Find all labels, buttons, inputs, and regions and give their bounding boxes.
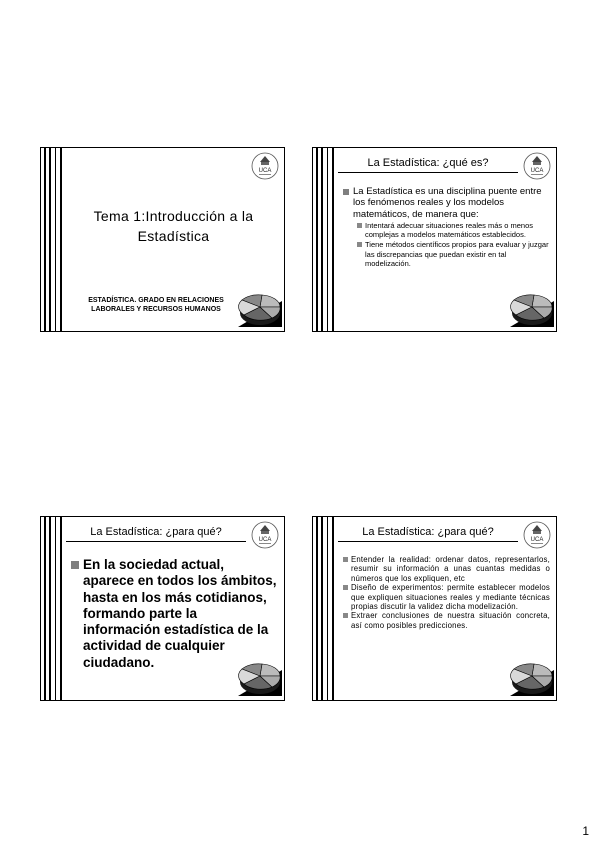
uca-logo-icon — [250, 520, 280, 550]
pie-chart-decoration-icon — [504, 287, 554, 329]
slide-content — [343, 555, 550, 630]
bullet-marker-icon — [343, 613, 348, 618]
logo-text: UCA — [258, 537, 272, 543]
sub-bullet-text: Tiene métodos científicos propios para evaluar y juzgar las discrepancias que puedan existir en tal modelización. — [365, 240, 549, 268]
slide-subtitle: ESTADÍSTICA. GRADO EN RELACIONES LABORALES Y RECURSOS HUMANOS — [88, 297, 224, 313]
pie-chart-decoration-icon — [232, 656, 282, 698]
bullet-marker-icon — [343, 189, 349, 195]
bullet-text: Entender la realidad: ordenar datos, representarlos, resumir su información a unas cuantas medidas o números que los expliquen, etc — [351, 555, 550, 583]
slide-title: La Estadística: ¿qué es? — [338, 154, 518, 173]
bullet-text: Extraer conclusiones de nuestra situación concreta, así como posibles predicciones. — [351, 611, 550, 630]
page-number: 1 — [582, 824, 589, 838]
uca-logo-icon — [250, 151, 280, 181]
bullet-marker-icon — [357, 242, 362, 247]
slide-4 — [312, 516, 557, 701]
bullet-text: Diseño de experimentos: permite establecer modelos que expliquen situaciones reales y mediante técnicas propias discutir la validez dicha modelización. — [351, 583, 550, 612]
bullet — [343, 611, 550, 630]
bullet-text: La Estadística es una disciplina puente entre los fenómenos reales y los modelos matemáticos, de manera que: — [353, 186, 542, 220]
slide-content — [343, 186, 550, 268]
slide-stripes — [44, 517, 66, 700]
bullet — [343, 555, 550, 583]
sub-bullet — [357, 240, 550, 268]
bullet-marker-icon — [357, 223, 362, 228]
bullet-marker-icon — [343, 585, 348, 590]
bullet-marker-icon — [71, 561, 79, 569]
slide-stripes — [316, 517, 338, 700]
logo-text: UCA — [530, 537, 544, 543]
slide-content — [71, 557, 278, 671]
slide-2 — [312, 147, 557, 332]
bullet-text: En la sociedad actual, aparece en todos los ámbitos, hasta en los más cotidianos, formando parte la información estadística de la actividad de cualquier ciudadano. — [83, 557, 277, 670]
bullet — [71, 557, 278, 671]
sub-bullet-text: Intentará adecuar situaciones reales más o menos complejas a modelos matemáticos establecidos. — [365, 220, 534, 240]
slide-title: La Estadística: ¿para qué? — [338, 523, 518, 542]
slide-1 — [40, 147, 285, 332]
slide-title: Tema 1:Introducción a la Estadística — [93, 208, 254, 244]
bullet — [343, 186, 550, 220]
slide-title: La Estadística: ¿para qué? — [66, 523, 246, 542]
uca-logo-icon — [522, 151, 552, 181]
pie-chart-decoration-icon — [504, 656, 554, 698]
sub-bullet — [357, 221, 550, 239]
bullet — [343, 583, 550, 611]
uca-logo-icon — [522, 520, 552, 550]
slide-3 — [40, 516, 285, 701]
logo-text: UCA — [258, 168, 272, 174]
bullet-marker-icon — [343, 557, 348, 562]
pie-chart-decoration-icon — [232, 287, 282, 329]
slide-stripes — [316, 148, 338, 331]
slide-stripes — [44, 148, 66, 331]
logo-text: UCA — [530, 168, 544, 174]
